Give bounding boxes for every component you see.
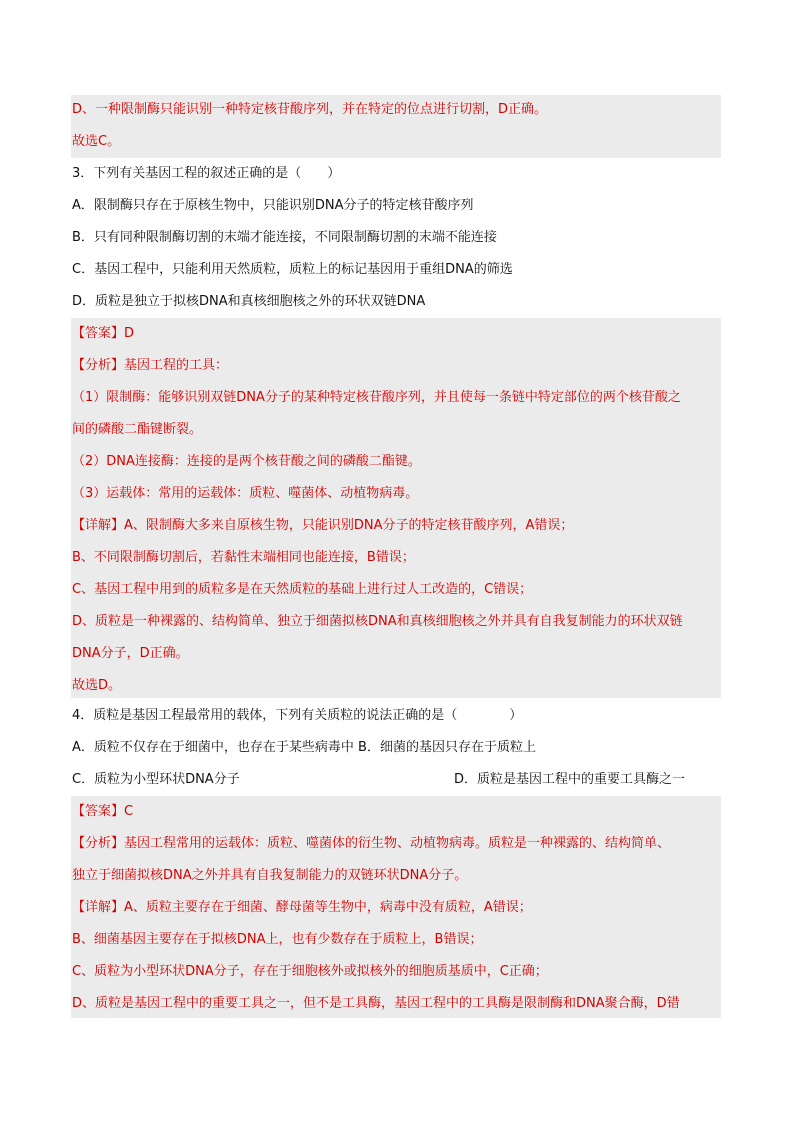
q3-tool-2: （2）DNA连接酶：连接的是两个核苷酸之间的磷酸二酯键。: [72, 454, 421, 469]
analysis-text: 基因工程的工具：: [124, 358, 229, 373]
answer-value: C: [124, 804, 134, 819]
q4-analysis-cont: 独立于细菌拟核DNA之外并具有自我复制能力的双链环状DNA分子。: [72, 868, 468, 883]
answer-label: 【答案】: [72, 804, 125, 819]
q3-detail-a: [72, 516, 722, 536]
q3-analysis: [72, 356, 722, 376]
q3-tool-1: （1）限制酶：能够识别双链DNA分子的某种特定核苷酸序列，并且使每一条链中特定部位的两个核苷酸之: [72, 390, 681, 405]
q3-detail-c: C、基因工程中用到的质粒多是在天然质粒的基础上进行过人工改造的，C错误；: [72, 582, 533, 597]
answer-label: 【答案】: [72, 326, 125, 341]
q4-option-d: D．质粒是基因工程中的重要工具酶之一: [454, 772, 686, 787]
q3-stem: 3．下列有关基因工程的叙述正确的是（ ）: [72, 166, 341, 181]
analysis-text: 基因工程常用的运载体：质粒、噬菌体的衍生物、动植物病毒。质粒是一种裸露的、结构简单、: [124, 836, 671, 851]
answer-value: D: [124, 326, 135, 341]
prev-detail-d: D、一种限制酶只能识别一种特定核苷酸序列，并在特定的位点进行切割，D正确。: [72, 102, 548, 117]
q3-detail-d: D、质粒是一种裸露的、结构简单、独立于细菌拟核DNA和真核细胞核之外并具有自我复制能力的环状双链: [72, 614, 683, 629]
q4-detail-c: C、质粒为小型环状DNA分子，存在于细胞核外或拟核外的细胞质基质中，C正确；: [72, 964, 548, 979]
q4-stem: 4．质粒是基因工程最常用的载体，下列有关质粒的说法正确的是（ ）: [72, 708, 523, 723]
q4-option-c: C．质粒为小型环状DNA分子: [72, 772, 240, 787]
q4-options-ab: A．质粒不仅存在于细菌中，也存在于某些病毒中 B．细菌的基因只存在于质粒上: [72, 740, 536, 755]
q3-answer: [72, 324, 722, 344]
q4-analysis: [72, 834, 722, 854]
detail-label: 【详解】: [72, 900, 125, 915]
q4-options-cd: [72, 770, 722, 790]
prev-conclusion: 故选C。: [72, 134, 121, 149]
q3-option-a: A．限制酶只存在于原核生物中，只能识别DNA分子的特定核苷酸序列: [72, 198, 474, 213]
detail-text: A、限制酶大多来自原核生物，只能识别DNA分子的特定核苷酸序列，A错误；: [124, 518, 574, 533]
detail-text: A、质粒主要存在于细菌、酵母菌等生物中，病毒中没有质粒，A错误；: [124, 900, 532, 915]
detail-label: 【详解】: [72, 518, 125, 533]
q3-option-c: C．基因工程中，只能利用天然质粒，质粒上的标记基因用于重组DNA的筛选: [72, 262, 513, 277]
q3-detail-d-cont: DNA分子，D正确。: [72, 646, 189, 661]
analysis-label: 【分析】: [72, 358, 125, 373]
q3-conclusion: 故选D。: [72, 678, 122, 693]
analysis-label: 【分析】: [72, 836, 125, 851]
q3-tool-3: （3）运载体：常用的运载体：质粒、噬菌体、动植物病毒。: [72, 486, 419, 501]
q4-detail-b: B、细菌基因主要存在于拟核DNA上，也有少数存在于质粒上，B错误；: [72, 932, 483, 947]
q3-tool-1-cont: 间的磷酸二酯键断裂。: [72, 422, 203, 437]
q4-answer: [72, 802, 722, 822]
q4-detail-d: D、质粒是基因工程中的重要工具之一，但不是工具酶，基因工程中的工具酶是限制酶和DNA聚合酶，D错: [72, 996, 680, 1011]
q3-option-d: D．质粒是独立于拟核DNA和真核细胞核之外的环状双链DNA: [72, 294, 426, 309]
q3-option-b: B．只有同种限制酶切割的末端才能连接，不同限制酶切割的末端不能连接: [72, 230, 497, 245]
q3-detail-b: B、不同限制酶切割后，若黏性末端相同也能连接，B错误；: [72, 550, 415, 565]
q4-detail-a: [72, 898, 722, 918]
